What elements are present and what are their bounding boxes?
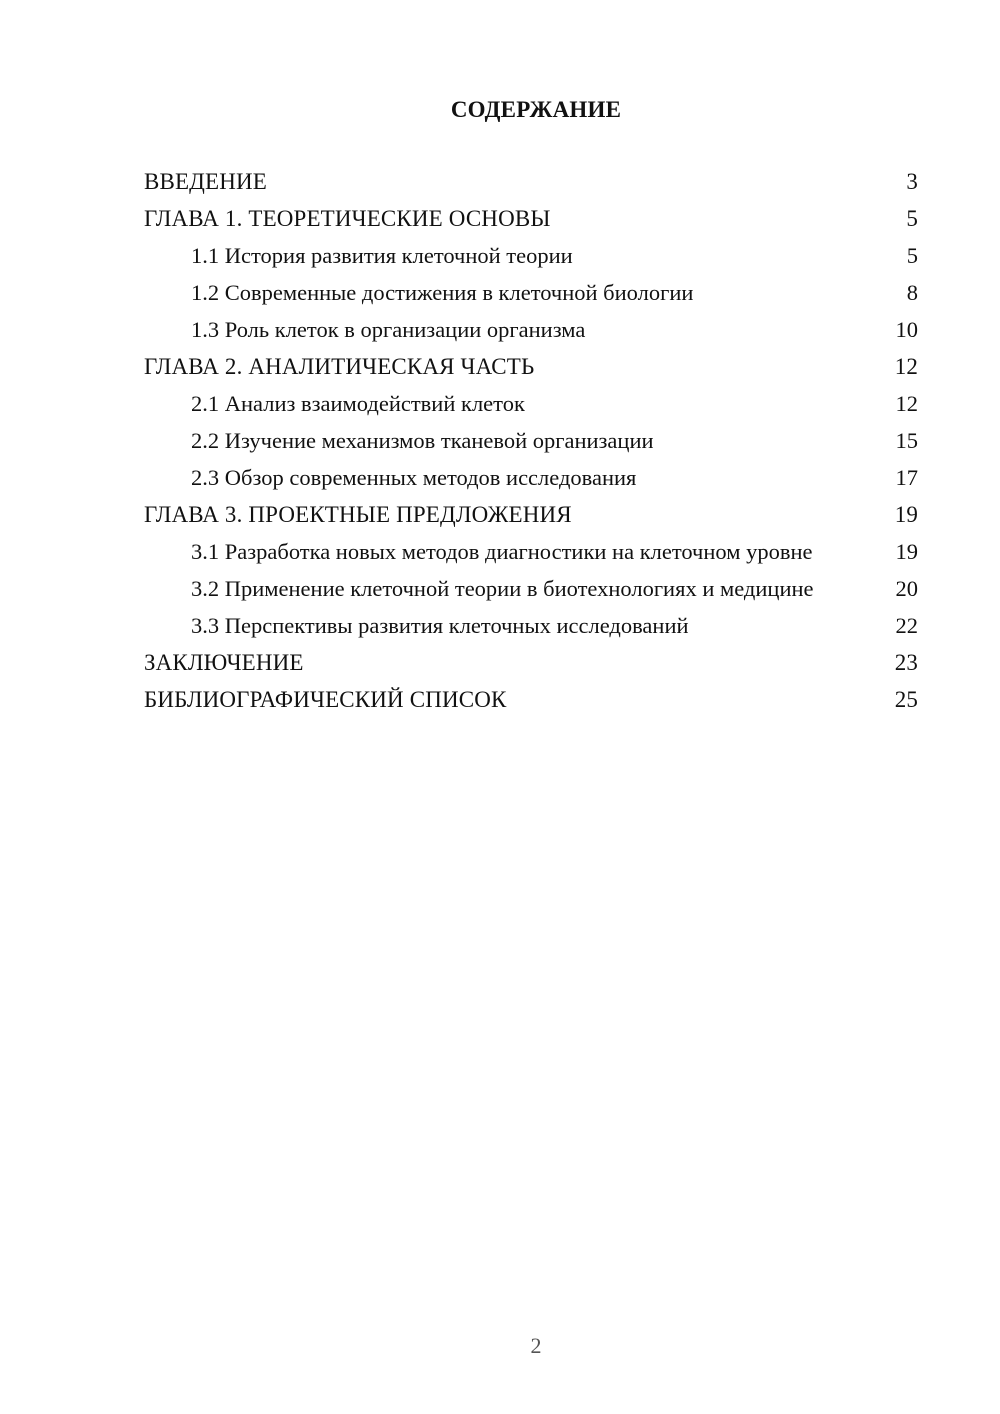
toc-entry-page: 15 (895, 428, 918, 453)
toc-entry-title: 2.1 Анализ взаимодействий клеток (191, 391, 525, 416)
toc-entry-page: 19 (895, 539, 918, 564)
toc-chapter-row[interactable] (144, 501, 918, 528)
toc-entry-title: ВВЕДЕНИЕ (144, 169, 267, 194)
toc-chapter-row[interactable] (144, 353, 918, 380)
toc-entry-page: 3 (906, 169, 918, 194)
toc-section-row[interactable] (144, 575, 918, 602)
page-number: 2 (530, 1333, 542, 1358)
toc-entry-title: ЗАКЛЮЧЕНИЕ (144, 650, 304, 675)
toc-section-row[interactable] (144, 538, 918, 565)
toc-entry-page: 10 (895, 317, 918, 342)
toc-entry-page: 12 (895, 391, 918, 416)
toc-section-row[interactable] (144, 390, 918, 417)
toc-entry-page: 20 (895, 576, 918, 601)
toc-entry-title: ГЛАВА 2. АНАЛИТИЧЕСКАЯ ЧАСТЬ (144, 354, 535, 379)
toc-chapter-row[interactable] (144, 686, 918, 713)
toc-entry-title: 2.2 Изучение механизмов тканевой организации (191, 428, 654, 453)
toc-entry-title: 2.3 Обзор современных методов исследования (191, 465, 637, 490)
toc-chapter-row[interactable] (144, 649, 918, 676)
toc-entry-page: 19 (894, 502, 918, 527)
table-of-contents (144, 168, 918, 723)
toc-section-row[interactable] (144, 242, 918, 269)
toc-entry-page: 25 (894, 687, 918, 712)
toc-entry-title: БИБЛИОГРАФИЧЕСКИЙ СПИСОК (144, 687, 507, 712)
toc-section-row[interactable] (144, 612, 918, 639)
toc-entry-title: ГЛАВА 1. ТЕОРЕТИЧЕСКИЕ ОСНОВЫ (144, 206, 551, 231)
toc-section-row[interactable] (144, 464, 918, 491)
toc-entry-page: 17 (895, 465, 918, 490)
toc-chapter-row[interactable] (144, 205, 918, 232)
toc-entry-title: 1.1 История развития клеточной теории (191, 243, 573, 268)
toc-chapter-row[interactable] (144, 168, 918, 195)
toc-entry-page: 12 (894, 354, 918, 379)
toc-entry-title: 1.3 Роль клеток в организации организма (191, 317, 586, 342)
toc-section-row[interactable] (144, 279, 918, 306)
toc-entry-page: 23 (894, 650, 918, 675)
toc-entry-page: 5 (906, 243, 918, 268)
toc-entry-page: 5 (906, 206, 918, 231)
toc-entry-title: 1.2 Современные достижения в клеточной биологии (191, 280, 694, 305)
toc-section-row[interactable] (144, 316, 918, 343)
toc-entry-page: 8 (906, 280, 918, 305)
toc-entry-page: 22 (895, 613, 918, 638)
toc-entry-title: 3.1 Разработка новых методов диагностики на клеточном уровне (191, 539, 813, 564)
toc-section-row[interactable] (144, 427, 918, 454)
toc-entry-title: 3.2 Применение клеточной теории в биотехнологиях и медицине (191, 576, 814, 601)
toc-entry-title: 3.3 Перспективы развития клеточных исследований (191, 613, 689, 638)
page-title: СОДЕРЖАНИЕ (450, 97, 622, 122)
toc-entry-title: ГЛАВА 3. ПРОЕКТНЫЕ ПРЕДЛОЖЕНИЯ (144, 502, 572, 527)
